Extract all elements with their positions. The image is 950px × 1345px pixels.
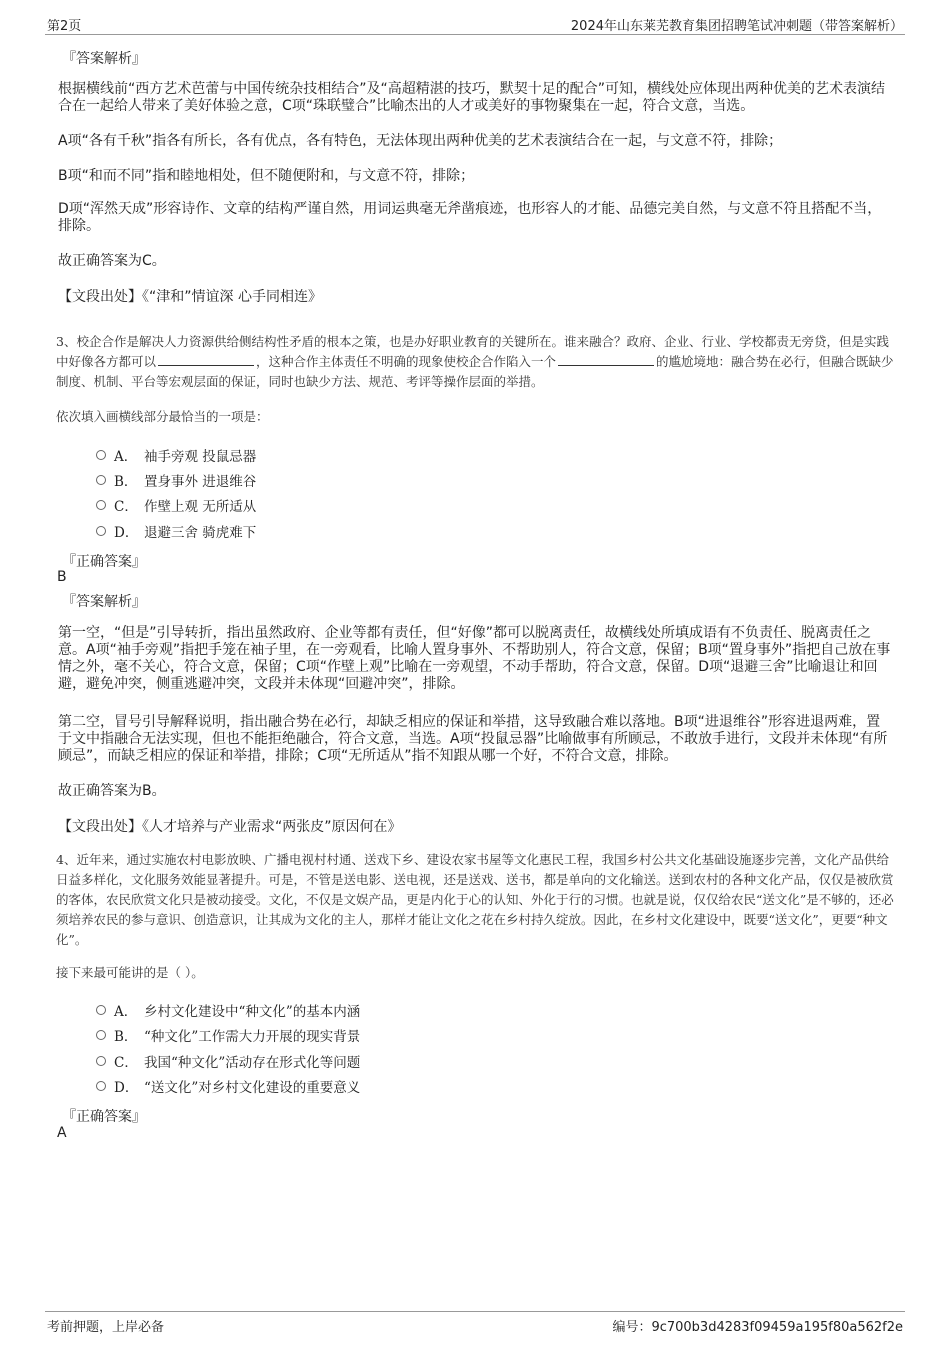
q4-option-b[interactable]: B． “种文化”工作需大力开展的现实背景 [96, 1025, 360, 1045]
q3-answer: B [57, 569, 67, 585]
q4-answer-label: 『正确答案』 [62, 1109, 146, 1125]
radio-icon[interactable] [96, 500, 106, 510]
q3-source: 【文段出处】《人才培养与产业需求“两张皮”原因何在》 [58, 819, 402, 835]
q2-analysis-label: 『答案解析』 [62, 51, 146, 67]
footer-slogan: 考前押题，上岸必备 [47, 1320, 165, 1335]
radio-icon[interactable] [96, 450, 106, 460]
q3-answer-label: 『正确答案』 [62, 554, 146, 570]
page-footer [45, 1311, 905, 1336]
q4-answer: A [57, 1125, 67, 1141]
q3-analysis-label: 『答案解析』 [62, 594, 146, 610]
radio-icon[interactable] [96, 1081, 106, 1091]
radio-icon[interactable] [96, 475, 106, 485]
q4-question-text: 4、近年来，通过实施农村电影放映、广播电视村村通、送戏下乡、建设农家书屋等文化惠民工程，我国乡村公共文化基础设施逐步完善，文化产品供给日益多样化，文化服务效能显著提升。可是，不管是送电影、送电视，还是送戏、送书，都是单向的文化输送。送到农村的各种文化产品，仅仅是被欣赏的客体，农民欣赏文化只是被动接受。文化，不仅是文娱产品，更是内化于心的认知、外化于行的习惯。也就是说，仅仅给农民“送文化”是不够的，还必须培养农民的参与意识、创造意识，让其成为文化的主人，那样才能让文化之花在乡村持久绽放。因此，在乡村文化建设中，既要“送文化”，更要“种文化”。 [56, 852, 894, 947]
q2-source: 【文段出处】《“津和”情谊深 心手同相连》 [58, 289, 322, 305]
q2-analysis-p3: B项“和而不同”指和睦地相处，但不随便附和，与文意不符，排除； [58, 168, 475, 184]
radio-icon[interactable] [96, 1005, 106, 1015]
page-number: 第2页 [47, 19, 82, 34]
q4-prompt: 接下来最可能讲的是（ ）。 [56, 965, 204, 980]
q3-blank-2 [558, 353, 654, 366]
q3-conclusion: 故正确答案为B。 [58, 783, 166, 799]
q2-analysis-p4: D项“浑然天成”形容诗作、文章的结构严谨自然，用词运典毫无斧凿痕迹，也形容人的才能、品德完美自然，与文意不符且搭配不当，排除。 [58, 201, 882, 234]
q3-option-a[interactable]: A． 袖手旁观 投鼠忌器 [96, 445, 256, 465]
q3-prompt: 依次填入画横线部分最恰当的一项是： [56, 409, 269, 424]
q3-option-c[interactable]: C． 作壁上观 无所适从 [96, 495, 256, 515]
q3-blank-1 [158, 353, 254, 366]
radio-icon[interactable] [96, 526, 106, 536]
q3-question-text: 3、校企合作是解决人力资源供给侧结构性矛盾的根本之策，也是办好职业教育的关键所在。谁来融合？政府、企业、行业、学校都责无旁贷，但是实践中好像各方都可以 ，这种合作主体责任不明确的现象使校企合作陷入一个 的尴尬境地：融合势在必行，但融合既缺少制度、机制、平台等宏观层面的保证，同时也缺少方法、规范、考评等操作层面的举措。 [56, 334, 894, 389]
q2-conclusion: 故正确答案为C。 [58, 253, 166, 269]
document-id: 编号：9c700b3d4283f09459a195f80a562f2e [612, 1320, 903, 1335]
q3-analysis-p2: 第二空，冒号引导解释说明，指出融合势在必行，却缺乏相应的保证和举措，这导致融合难以落地。B项“进退维谷”形容进退两难，置于文中指融合无法实现，但也不能拒绝融合，符合文意，当选。A项“投鼠忌器”比喻做事有所顾忌，不敢放手进行，文段并未体现“有所顾忌”，而缺乏相应的保证和举措，排除；C项“无所适从”指不知跟从哪一个好，不符合文意，排除。 [58, 714, 888, 764]
q4-option-d[interactable]: D． “送文化”对乡村文化建设的重要意义 [96, 1076, 360, 1096]
q3-option-d[interactable]: D． 退避三舍 骑虎难下 [96, 521, 256, 541]
radio-icon[interactable] [96, 1056, 106, 1066]
radio-icon[interactable] [96, 1030, 106, 1040]
q4-option-a[interactable]: A． 乡村文化建设中“种文化”的基本内涵 [96, 1000, 360, 1020]
q4-option-c[interactable]: C． 我国“种文化”活动存在形式化等问题 [96, 1051, 360, 1071]
q2-analysis-p2: A项“各有千秋”指各有所长，各有优点，各有特色，无法体现出两种优美的艺术表演结合在一起，与文意不符，排除； [58, 133, 783, 149]
q2-analysis-p1: 根据横线前“西方艺术芭蕾与中国传统杂技相结合”及“高超精湛的技巧，默契十足的配合”可知，横线处应体现出两种优美的艺术表演结合在一起给人带来了美好体验之意，C项“珠联璧合”比喻杰出的人才或美好的事物聚集在一起，符合文意，当选。 [58, 81, 886, 114]
q3-option-b[interactable]: B． 置身事外 进退维谷 [96, 470, 256, 490]
q3-analysis-p1: 第一空，“但是”引导转折，指出虽然政府、企业等都有责任，但“好像”都可以脱离责任，故横线处所填成语有不负责任、脱离责任之意。A项“袖手旁观”指把手笼在袖子里，在一旁观看，比喻人置身事外、不帮助别人，符合文意，保留；B项“置身事外”指把自己放在事情之外，毫不关心，符合文意，保留；C项“作壁上观”比喻在一旁观望，不动手帮助，符合文意，保留。D项“退避三舍”比喻退让和回避，避免冲突，侧重逃避冲突，文段并未体现“回避冲突”，排除。 [58, 625, 891, 692]
page-header [45, 12, 905, 35]
document-title: 2024年山东莱芜教育集团招聘笔试冲刺题（带答案解析） [570, 19, 903, 34]
